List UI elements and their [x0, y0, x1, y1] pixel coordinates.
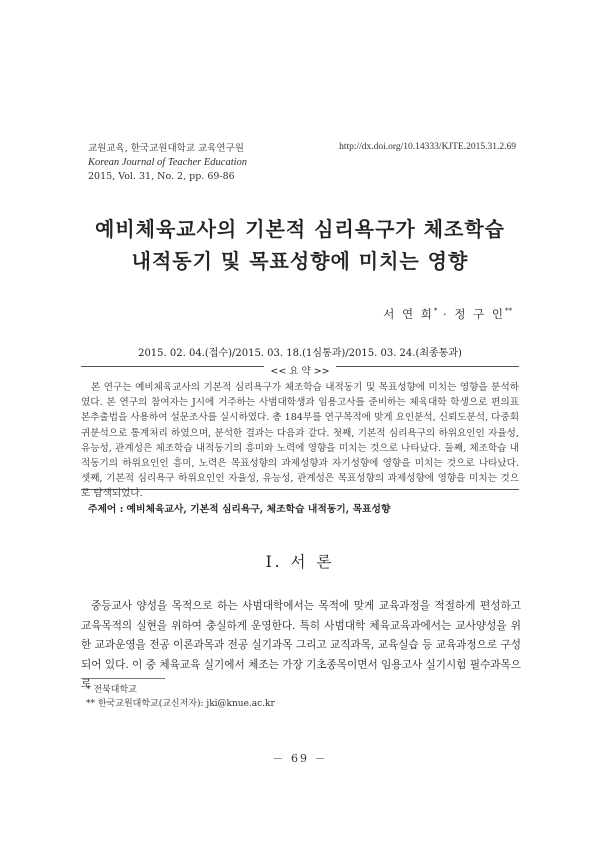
abstract-label: << 요 약 >> [264, 366, 335, 377]
author-2: 정 구 인 [454, 307, 505, 321]
author-1: 서 연 희 [383, 307, 434, 321]
footnote-divider [81, 678, 165, 679]
volume-info: 2015, Vol. 31, No. 2, pp. 69-86 [88, 171, 235, 182]
doi-link[interactable]: http://dx.doi.org/10.14333/KJTE.2015.31.2.69 [339, 142, 516, 152]
keywords [88, 501, 390, 515]
author-1-mark: * [433, 307, 438, 316]
keywords-text: 예비체육교사, 기본적 심리욕구, 체조학습 내적동기, 목표성향 [126, 504, 391, 515]
page-number: － 69 － [272, 752, 328, 765]
abstract-box [81, 366, 519, 500]
keywords-label: 주제어 : [88, 504, 124, 515]
submission-dates: 2015. 02. 04.(접수)/2015. 03. 18.(1심통과)/2015. 03. 24.(최종통과) [138, 348, 462, 359]
authors [383, 306, 512, 322]
publisher-line: 교원교육, 한국교원대학교 교육연구원 [88, 143, 244, 154]
title-line-1: 예비체육교사의 기본적 심리욕구가 체조학습 [95, 217, 505, 241]
author-separator: · [443, 307, 449, 321]
body-paragraph: 중등교사 양성을 목적으로 하는 사범대학에서는 목적에 맞게 교육과정을 적절하게 편성하고 교육목적의 실현을 위하여 충실하게 운영한다. 특히 사범대학 체육교육과에서는 교사양성을 위한 교과운영을 전공 이론과목과 전공 실기과목 그리고 교직과목, 교육실습 등 교육과정으로 구성되어 있다. 이 중 체육교육 실기에서 체조는 가장 기초종목이면서 임용고사 실기시험 필수과목으로 [81, 600, 521, 691]
footnote-2: ** 한국교원대학교(교신저자): jki@knue.ac.kr [86, 698, 275, 709]
footnotes [86, 684, 275, 711]
abstract-text: 본 연구는 예비체육교사의 기본적 심리욕구가 체조학습 내적동기 및 목표성향에 미치는 영향을 분석하였다. 본 연구의 참여자는 J시에 거주하는 사범대학생과 임용고사를 준비하는 체육대학 학생으로 편의표본추출법을 사용하여 설문조사를 실시하였다. 총 184부를 연구목적에 맞게 요인분석, 신뢰도분석, 다중회귀분석으로 통계처리 하였으며, 분석한 결과는 다음과 같다. 첫째, 기본적 심리욕구의 하위요인인 자율성, 유능성, 관계성은 체조학습 내적동기의 흥미와 노력에 영향을 미치는 것으로 나타났다. 둘째, 체조학습 내적동기의 하위요인인 흥미, 노력은 목표성향의 과제성향과 자기성향에 영향을 미치는 것으로 나타났다. 셋째, 기본적 심리욕구 하위요인인 자율성, 유능성, 관계성은 목표성향의 과제성향에 영향을 미치는 것으로 탐색되었다. [81, 382, 519, 500]
author-2-mark: ** [505, 307, 512, 316]
footnote-1: * 전북대학교 [86, 685, 137, 695]
title-line-2: 내적동기 및 목표성향에 미치는 영향 [131, 249, 469, 273]
journal-header [88, 142, 247, 184]
section-heading: Ⅰ. 서 론 [265, 553, 335, 571]
journal-name: Korean Journal of Teacher Education [88, 157, 248, 168]
